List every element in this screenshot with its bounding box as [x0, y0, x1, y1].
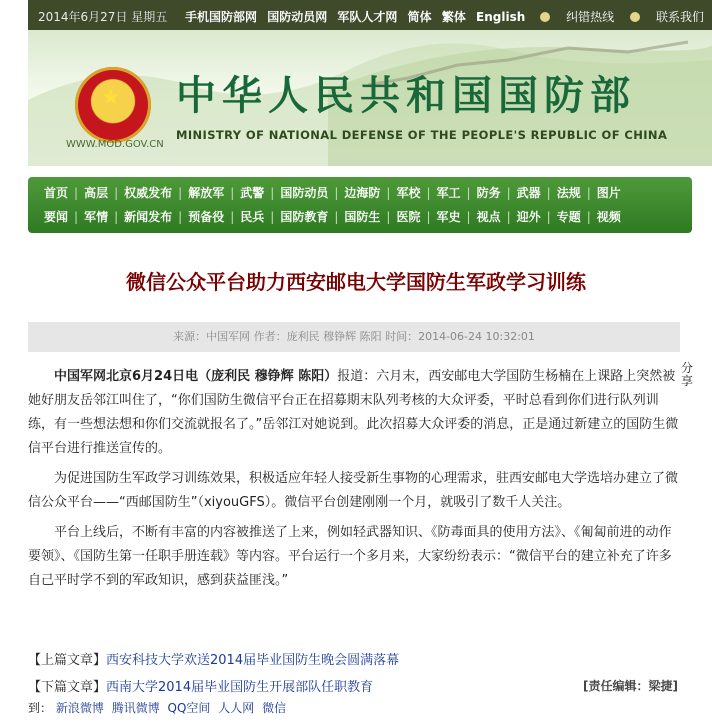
responsible-editor: [责任编辑：梁捷] [583, 679, 678, 693]
nav-item[interactable]: 法规 [556, 186, 581, 200]
contact-link[interactable]: 联系我们 [630, 10, 704, 24]
nav-item[interactable]: 国防生 [344, 210, 381, 224]
nav-row-1: 首页 | 高层 | 权威发布 | 解放军 | 武警 | 国防动员 | 边海防 | 军校 | 军工 | 防务 | 武器 | 法规 | 图片 [44, 186, 621, 200]
top-link-english[interactable]: English [476, 10, 526, 24]
nav-item[interactable]: 高层 [84, 186, 109, 200]
nav-item[interactable]: 国防动员 [280, 186, 329, 200]
article-paragraph: 中国军网北京6月24日电（庞利民 穆铮辉 陈阳）报道：六月末，西安邮电大学国防生杨楠在上课路上突然被她好朋友岳邻江叫住了，“你们国防生微信平台正在招募期末队列考核的大众评委，平时总看到你们进行队列训练，有一些想法想和你们交流就报名了。”岳邻江对她说到。此次招募大众评委的消息，正是通过新建立的国防生微信平台进行推送宣传的。 [28, 369, 679, 456]
nav-item[interactable]: 新闻发布 [124, 210, 173, 224]
nav-item[interactable]: 军工 [436, 186, 461, 200]
share-renren[interactable]: 人人网 [218, 701, 255, 715]
article-body [28, 365, 680, 599]
share-to-label: 到： [28, 701, 53, 715]
share-tencent-weibo[interactable]: 腾讯微博 [111, 701, 160, 715]
nav-item[interactable]: 军校 [396, 186, 421, 200]
next-article-link[interactable]: 西南大学2014届毕业国防生开展部队任职教育 [106, 680, 374, 695]
prev-article [28, 649, 399, 668]
article-paragraph: 平台上线后，不断有丰富的内容被推送了上来，例如轻武器知识、《防毒面具的使用方法》、《匍匐前进的动作要领》、《国防生第一任职手册连载》等内容。平台运行一个多月来，大家纷纷表示：“微信平台的建立补充了许多自己平时学不到的军政知识，感到获益匪浅。” [28, 525, 672, 588]
nav-item[interactable]: 权威发布 [124, 186, 173, 200]
nav-item[interactable]: 预备役 [188, 210, 225, 224]
top-link-mobile[interactable]: 手机国防部网 [185, 10, 258, 24]
prev-article-link[interactable]: 西安科技大学欢送2014届毕业国防生晚会圆满落幕 [106, 653, 400, 668]
site-banner [28, 30, 712, 166]
nav-item[interactable]: 图片 [596, 186, 621, 200]
article-dateline: 中国军网北京6月24日电（庞利民 穆铮辉 陈阳） [54, 369, 338, 384]
next-article-label: 【下篇文章】 [28, 680, 107, 695]
main-nav [28, 177, 692, 233]
nav-item[interactable]: 首页 [44, 186, 69, 200]
nav-item[interactable]: 军情 [84, 210, 109, 224]
nav-item[interactable]: 国防教育 [280, 210, 329, 224]
national-emblem-icon: ★ [75, 67, 151, 143]
nav-item[interactable]: 武警 [240, 186, 265, 200]
nav-item[interactable]: 要闻 [44, 210, 69, 224]
top-right-links [528, 8, 704, 25]
nav-row-2: 要闻 | 军情 | 新闻发布 | 预备役 | 民兵 | 国防教育 | 国防生 | 医院 | 军史 | 视点 | 迎外 | 专题 | 视频 [44, 210, 621, 224]
site-title-cn: 中华人民共和国国防部 [176, 72, 636, 119]
top-link-simplified[interactable]: 简体 [407, 10, 432, 24]
nav-item[interactable]: 边海防 [344, 186, 381, 200]
top-link-talent[interactable]: 军队人才网 [337, 10, 398, 24]
nav-item[interactable]: 民兵 [240, 210, 265, 224]
nav-item[interactable]: 迎外 [516, 210, 541, 224]
top-links [185, 8, 531, 25]
nav-item[interactable]: 解放军 [188, 186, 225, 200]
nav-item[interactable]: 防务 [476, 186, 501, 200]
article-meta: 来源：中国军网 作者：庞利民 穆铮辉 陈阳 时间：2014-06-24 10:32:01 [28, 322, 680, 352]
share-sina-weibo[interactable]: 新浪微博 [55, 701, 104, 715]
article-headline: 微信公众平台助力西安邮电大学国防生军政学习训练 [126, 270, 586, 294]
current-date: 2014年6月27日 星期五 [38, 10, 168, 24]
top-link-mobilization[interactable]: 国防动员网 [267, 10, 328, 24]
hotline-icon [540, 12, 550, 22]
nav-item[interactable]: 视频 [596, 210, 621, 224]
article-paragraph: 为促进国防生军政学习训练效果，积极适应年轻人接受新生事物的心理需求，驻西安邮电大学选培办建立了微信公众平台——“西邮国防生”（xiyouGFS）。微信平台创建刚刚一个月，就吸引了数千人关注。 [28, 471, 679, 510]
nav-item[interactable]: 武器 [516, 186, 541, 200]
share-button[interactable]: 分享 [681, 361, 694, 388]
next-article [28, 676, 373, 695]
prev-article-label: 【上篇文章】 [28, 653, 107, 668]
site-title-en: MINISTRY OF NATIONAL DEFENSE OF THE PEOPLE'S REPUBLIC OF CHINA [176, 128, 668, 142]
site-url[interactable]: WWW.MOD.GOV.CN [66, 139, 164, 150]
hotline-link[interactable]: 纠错热线 [540, 10, 614, 24]
nav-item[interactable]: 视点 [476, 210, 501, 224]
top-link-traditional[interactable]: 繁体 [441, 10, 466, 24]
nav-item[interactable]: 军史 [436, 210, 461, 224]
contact-icon [630, 12, 640, 22]
top-bar [28, 0, 712, 30]
share-qzone[interactable]: QQ空间 [167, 701, 211, 715]
share-to-row [28, 699, 290, 716]
nav-item[interactable]: 医院 [396, 210, 421, 224]
nav-item[interactable]: 专题 [556, 210, 581, 224]
share-wechat[interactable]: 微信 [262, 701, 287, 715]
